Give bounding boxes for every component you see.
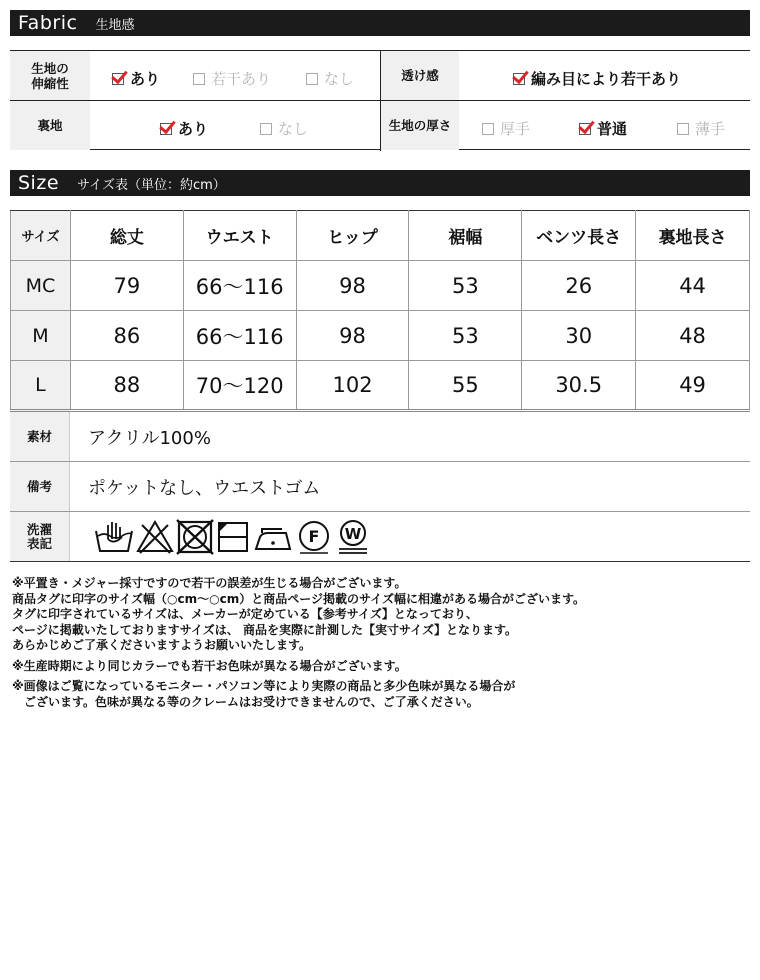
thickness-option-thick: 厚手 <box>482 118 530 139</box>
note-line: あらかじめご了承くださいますようお願いいたします。 <box>12 638 312 652</box>
note-line: ページに掲載いたしておりますサイズは、 商品を実際に計測した【実寸サイズ】となります。 <box>12 622 518 637</box>
fabric-row-1 <box>10 51 750 101</box>
table-cell: 53 <box>409 311 522 361</box>
note-line: ※平置き・メジャー採寸ですので若干の誤差が生じる場合がございます。 <box>12 576 407 590</box>
wet-clean-w-label: W <box>344 524 362 543</box>
thickness-option-normal: 普通 <box>579 118 627 139</box>
table-row <box>11 311 750 361</box>
table-cell: 98 <box>296 261 409 311</box>
checkbox-checked-icon <box>112 73 124 85</box>
no-bleach-icon <box>136 519 174 555</box>
table-cell: 66〜116 <box>183 261 296 311</box>
row-header: MC <box>11 261 71 311</box>
size-header <box>10 170 750 196</box>
column-header: ヒップ <box>296 211 409 261</box>
table-cell: 48 <box>636 311 750 361</box>
column-header: ベンツ長さ <box>522 211 636 261</box>
table-cell: 102 <box>296 361 409 411</box>
table-cell: 79 <box>70 261 183 311</box>
info-table <box>10 412 750 562</box>
table-cell: 86 <box>70 311 183 361</box>
material-row <box>10 412 750 462</box>
sheer-label: 透け感 <box>381 51 459 100</box>
stretch-option-slight: 若干あり <box>193 68 271 89</box>
size-table-header <box>11 211 750 261</box>
wet-clean-w-icon <box>334 519 372 555</box>
table-row <box>11 361 750 411</box>
table-cell: 49 <box>636 361 750 411</box>
stretch-label: 生地の 伸縮性 <box>10 51 90 100</box>
dry-clean-f-label: F <box>308 526 320 546</box>
material-value: アクリル100% <box>88 427 211 449</box>
column-header: 裾幅 <box>409 211 522 261</box>
lining-label: 裏地 <box>10 101 90 150</box>
remarks-row <box>10 462 750 512</box>
stretch-option-no: なし <box>306 68 354 89</box>
checkbox-checked-icon <box>160 123 172 135</box>
iron-low-icon <box>252 519 294 555</box>
size-title: Size <box>18 172 60 194</box>
size-table <box>10 210 750 412</box>
table-cell: 88 <box>70 361 183 411</box>
row-header: M <box>11 311 71 361</box>
no-tumble-dry-icon <box>176 519 214 555</box>
column-header: 裏地長さ <box>636 211 750 261</box>
care-row <box>10 512 750 562</box>
column-header: ウエスト <box>183 211 296 261</box>
note-line: ※生産時期により同じカラーでも若干お色味が異なる場合がございます。 <box>12 658 407 673</box>
row-header: L <box>11 361 71 411</box>
checkbox-empty-icon <box>260 123 272 135</box>
corner-cell: サイズ <box>11 211 71 261</box>
stretch-option-yes: あり <box>112 68 160 89</box>
checkbox-empty-icon <box>482 123 494 135</box>
table-cell: 70〜120 <box>183 361 296 411</box>
table-cell: 30.5 <box>522 361 636 411</box>
fabric-row-2 <box>10 101 750 151</box>
thickness-label: 生地の厚さ <box>381 101 459 150</box>
dry-clean-f-icon <box>296 519 332 555</box>
remarks-label: 備考 <box>10 462 70 511</box>
thickness-option-thin: 薄手 <box>677 118 725 139</box>
note-line: 商品タグに印字のサイズ幅（○cm〜○cm）と商品ページ掲載のサイズ幅に相違がある場合がございます。 <box>12 591 586 606</box>
table-cell: 98 <box>296 311 409 361</box>
care-label: 洗濯 表記 <box>10 512 70 561</box>
line-dry-shade-icon <box>216 519 250 555</box>
table-cell: 26 <box>522 261 636 311</box>
table-cell: 66〜116 <box>183 311 296 361</box>
checkbox-empty-icon <box>193 73 205 85</box>
note-line: ※画像はご覧になっているモニター・パソコン等により実際の商品と多少色味が異なる場合が <box>12 679 516 693</box>
note-line: タグに印字されているサイズは、メーカーが定めている【参考サイズ】となっており、 <box>12 607 478 621</box>
table-cell: 53 <box>409 261 522 311</box>
hand-wash-icon <box>94 519 134 555</box>
checkbox-checked-icon <box>513 73 525 85</box>
material-label: 素材 <box>10 412 70 461</box>
table-cell: 44 <box>636 261 750 311</box>
fabric-title: Fabric <box>18 12 78 34</box>
checkbox-checked-icon <box>579 123 591 135</box>
notes <box>12 576 748 710</box>
table-cell: 30 <box>522 311 636 361</box>
note-line: ございます。色味が異なる等のクレームはお受けできませんので、ご了承ください。 <box>12 694 479 709</box>
fabric-table <box>10 50 750 150</box>
checkbox-empty-icon <box>677 123 689 135</box>
remarks-value: ポケットなし、ウエストゴム <box>88 477 321 499</box>
lining-option-yes: あり <box>160 118 208 139</box>
column-header: 総丈 <box>70 211 183 261</box>
fabric-subtitle: 生地感 <box>95 17 135 33</box>
lining-option-no: なし <box>260 118 308 139</box>
care-symbols <box>70 512 750 561</box>
table-cell: 55 <box>409 361 522 411</box>
table-row <box>11 261 750 311</box>
size-subtitle: サイズ表（単位：約cm） <box>77 177 226 193</box>
sheer-option-slight: 編み目により若干あり <box>513 68 681 89</box>
checkbox-empty-icon <box>306 73 318 85</box>
fabric-header <box>10 10 750 36</box>
